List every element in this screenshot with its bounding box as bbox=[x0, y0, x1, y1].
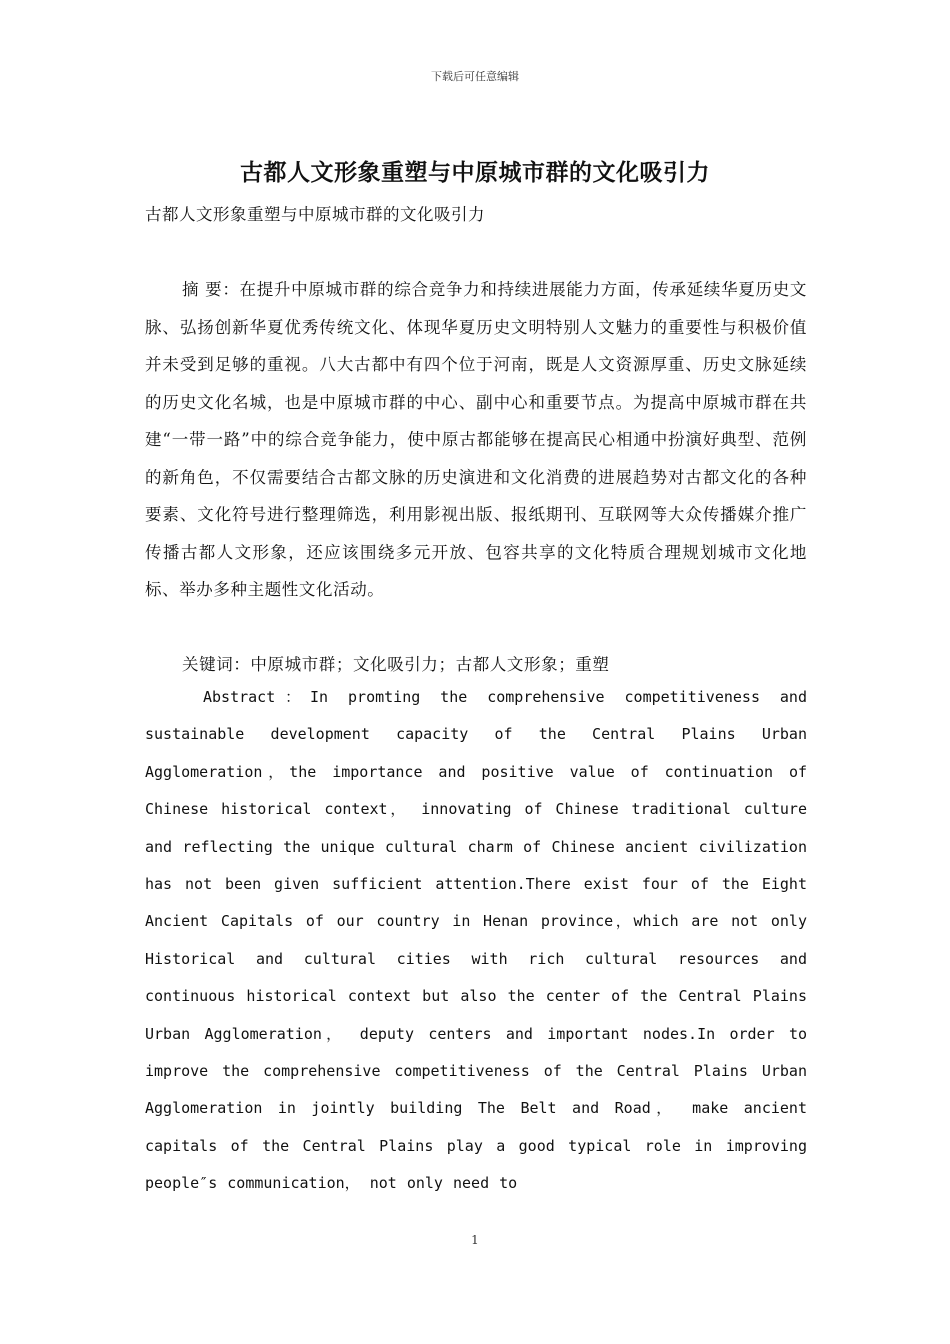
page-header-note: 下载后可任意编辑 bbox=[431, 70, 519, 83]
keywords-line: 关键词：中原城市群；文化吸引力；古都人文形象；重塑 bbox=[182, 655, 610, 674]
page-number: 1 bbox=[471, 1233, 479, 1247]
document-subtitle: 古都人文形象重塑与中原城市群的文化吸引力 bbox=[145, 205, 485, 224]
document-title: 古都人文形象重塑与中原城市群的文化吸引力 bbox=[240, 160, 710, 186]
english-abstract: Abstract：In promting the comprehensive competitiveness and sustainable development capacity of the Central Plains Urban Agglomeration，the importance and positive value of continuation of Chinese historical context， innovating of Chinese traditional culture and reflecting the unique cultural charm of Chinese ancient civilization has not been given sufficient attention.There exist four of the Eight Ancient Capitals of our country in Henan province，which are not only Historical and cultural cities with rich cultural resources and continuous historical context but also the center of the Central Plains Urban Agglomeration， deputy centers and important nodes.In order to improve the comprehensive competitiveness of the Central Plains Urban Agglomeration in jointly building The Belt and Road， make ancient capitals of the Central Plains play a good typical role in improving people″s communication， not only need to bbox=[145, 688, 807, 1193]
chinese-abstract: 摘 要：在提升中原城市群的综合竞争力和持续进展能力方面，传承延续华夏历史文脉、弘扬创新华夏优秀传统文化、体现华夏历史文明特别人文魅力的重要性与积极价值并未受到足够的重视。八大古都中有四个位于河南，既是人文资源厚重、历史文脉延续的历史文化名城，也是中原城市群的中心、副中心和重要节点。为提高中原城市群在共建“一带一路”中的综合竞争能力，使中原古都能够在提高民心相通中扮演好典型、范例的新角色，不仅需要结合古都文脉的历史演进和文化消费的进展趋势对古都文化的各种要素、文化符号进行整理筛选，利用影视出版、报纸期刊、互联网等大众传播媒介推广传播古都人文形象，还应该围绕多元开放、包容共享的文化特质合理规划城市文化地标、举办多种主题性文化活动。 bbox=[145, 280, 807, 599]
